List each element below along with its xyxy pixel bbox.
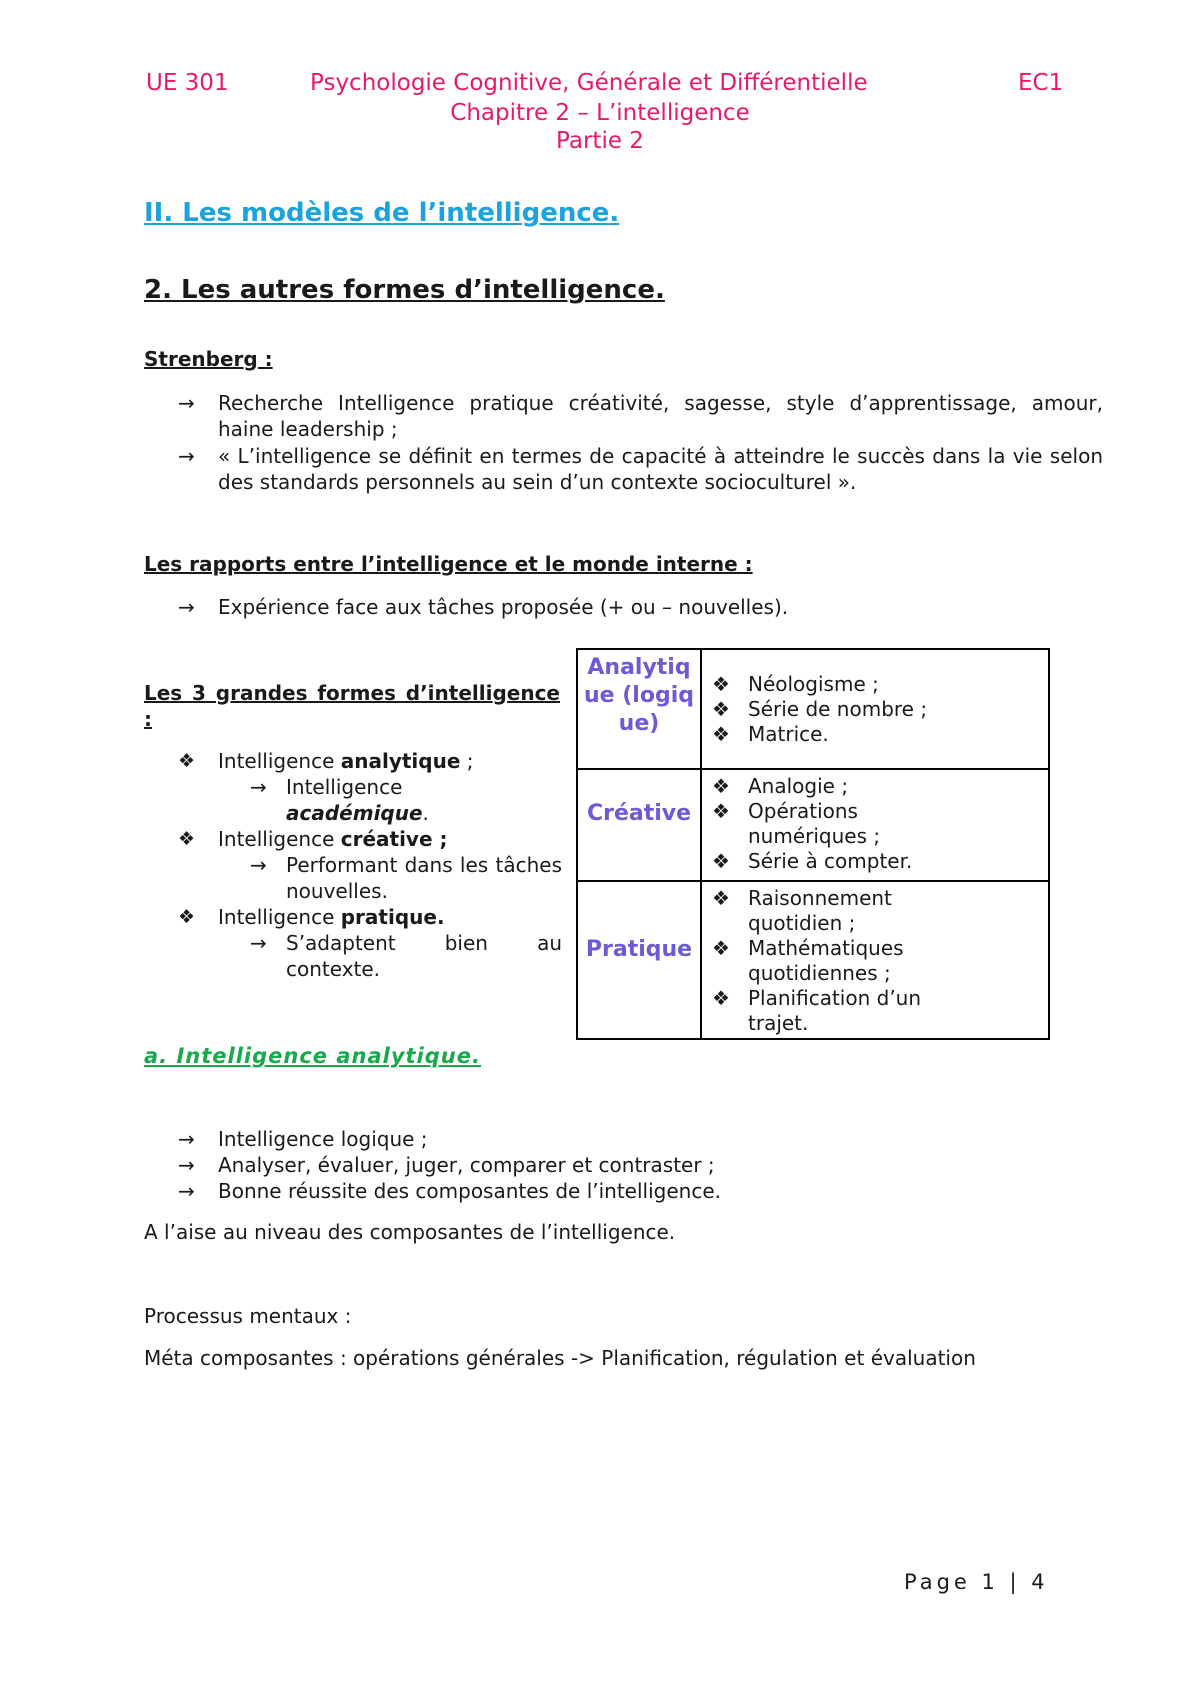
list-item [178, 390, 1103, 442]
table-divider [578, 880, 1048, 882]
diamond-bullet-icon: ❖ [178, 750, 196, 772]
diamond-bullet-icon: ❖ [712, 886, 730, 910]
analytique-item-1: Intelligence logique ; [218, 1127, 428, 1151]
table-item: Série de nombre ; [748, 697, 928, 721]
diamond-bullet-icon: ❖ [712, 936, 730, 960]
list-item [178, 904, 562, 930]
strenberg-item-2: « L’intelligence se définit en termes de capacité à atteindre le succès dans la vie selon des standards personnels au sein d’un contexte socioculturel ». [218, 444, 1103, 494]
meta-composantes: Méta composantes : opérations générales -> Planification, régulation et évaluation [144, 1346, 976, 1370]
arrow-icon: → [250, 931, 267, 955]
arrow-icon: → [178, 444, 195, 468]
form-creative [218, 826, 448, 852]
arrow-icon: → [250, 853, 267, 877]
list-item [712, 886, 1038, 936]
form-analytique-sub [286, 774, 466, 826]
table-item: Série à compter. [748, 849, 913, 873]
table-items-pratique [712, 886, 1038, 1036]
sub-bolditalic: académique [286, 801, 423, 825]
rapports-title: Les rapports entre l’intelligence et le monde interne : [144, 552, 753, 576]
table-item: Raisonnement quotidien ; [748, 886, 892, 935]
table-item: Opérations numériques ; [748, 799, 881, 848]
table-item: Planification d’un trajet. [748, 986, 922, 1035]
section-heading-other-forms: 2. Les autres formes d’intelligence. [144, 275, 665, 305]
arrow-icon: → [178, 1153, 195, 1177]
processus-title: Processus mentaux : [144, 1304, 352, 1328]
table-category-creative: Créative [586, 801, 692, 826]
table-category-analytique: Analytique (logique) [584, 655, 694, 736]
form-bold: pratique. [340, 905, 445, 929]
diamond-bullet-icon: ❖ [712, 672, 730, 696]
list-item [250, 852, 562, 904]
table-divider [700, 650, 702, 1038]
form-prefix: Intelligence [218, 905, 341, 929]
strenberg-item-1: Recherche Intelligence pratique créativité, sagesse, style d’apprentissage, amour, haine leadership ; [218, 391, 1103, 441]
list-item [250, 774, 562, 826]
diamond-bullet-icon: ❖ [712, 849, 730, 873]
rapports-item: Expérience face aux tâches proposée (+ ou – nouvelles). [218, 595, 789, 619]
form-prefix: Intelligence [218, 749, 341, 773]
arrow-icon: → [250, 775, 267, 799]
section-heading-models: II. Les modèles de l’intelligence. [144, 198, 620, 228]
arrow-icon: → [178, 391, 195, 415]
header-course-title: Psychologie Cognitive, Générale et Différentielle [310, 70, 868, 96]
header-ec: EC1 [1018, 70, 1064, 96]
form-bold: analytique [340, 749, 461, 773]
diamond-bullet-icon: ❖ [712, 722, 730, 746]
diamond-bullet-icon: ❖ [178, 828, 196, 850]
trois-formes-title [144, 680, 560, 732]
intelligence-forms-table [576, 648, 1050, 1040]
list-item [712, 672, 1038, 697]
strenberg-title: Strenberg : [144, 347, 273, 371]
section-heading-analytique: a. Intelligence analytique. [144, 1044, 481, 1068]
arrow-icon: → [178, 1179, 195, 1203]
form-pratique-sub: S’adaptent bien au contexte. [286, 931, 562, 981]
list-item [178, 443, 1103, 495]
header-part: Partie 2 [556, 128, 644, 154]
table-divider [578, 768, 1048, 770]
form-pratique [218, 904, 445, 930]
diamond-bullet-icon: ❖ [712, 774, 730, 798]
diamond-bullet-icon: ❖ [712, 986, 730, 1010]
list-item [712, 697, 1038, 722]
analytique-item-3: Bonne réussite des composantes de l’intelligence. [218, 1179, 721, 1203]
analytique-line: A l’aise au niveau des composantes de l’intelligence. [144, 1220, 676, 1244]
list-item [178, 594, 1103, 620]
table-item: Matrice. [748, 722, 829, 746]
form-suffix: ; [460, 749, 474, 773]
table-item: Néologisme ; [748, 672, 879, 696]
form-prefix: Intelligence [218, 827, 341, 851]
list-item [178, 1126, 1103, 1152]
diamond-bullet-icon: ❖ [712, 799, 730, 823]
list-item [712, 849, 1038, 874]
table-item: Analogie ; [748, 774, 849, 798]
trois-formes-title-text: Les 3 grandes formes d’intelligence : [144, 681, 560, 731]
list-item [712, 774, 1038, 799]
list-item [178, 826, 562, 852]
arrow-icon: → [178, 1127, 195, 1151]
list-item [178, 748, 562, 774]
list-item [178, 1152, 1103, 1178]
form-creative-sub: Performant dans les tâches nouvelles. [286, 853, 562, 903]
list-item [712, 799, 1038, 849]
table-items-creative [712, 774, 1038, 874]
sub-end: . [422, 801, 429, 825]
header-chapter: Chapitre 2 – L’intelligence [450, 100, 750, 126]
list-item [712, 936, 1038, 986]
diamond-bullet-icon: ❖ [712, 697, 730, 721]
form-bold: créative ; [340, 827, 448, 851]
list-item [712, 722, 1038, 747]
list-item [250, 930, 562, 982]
diamond-bullet-icon: ❖ [178, 906, 196, 928]
table-category-pratique: Pratique [585, 937, 693, 962]
list-item [712, 986, 1038, 1036]
sub-plain: Intelligence [286, 775, 403, 799]
analytique-item-2: Analyser, évaluer, juger, comparer et contraster ; [218, 1153, 715, 1177]
page-number: Page 1 | 4 [904, 1570, 1049, 1594]
table-items-analytique [712, 672, 1038, 747]
list-item [178, 1178, 1103, 1204]
arrow-icon: → [178, 595, 195, 619]
table-item: Mathématiques quotidiennes ; [748, 936, 904, 985]
header-ue: UE 301 [146, 70, 229, 96]
forms-list [178, 748, 562, 982]
form-analytique [218, 748, 474, 774]
